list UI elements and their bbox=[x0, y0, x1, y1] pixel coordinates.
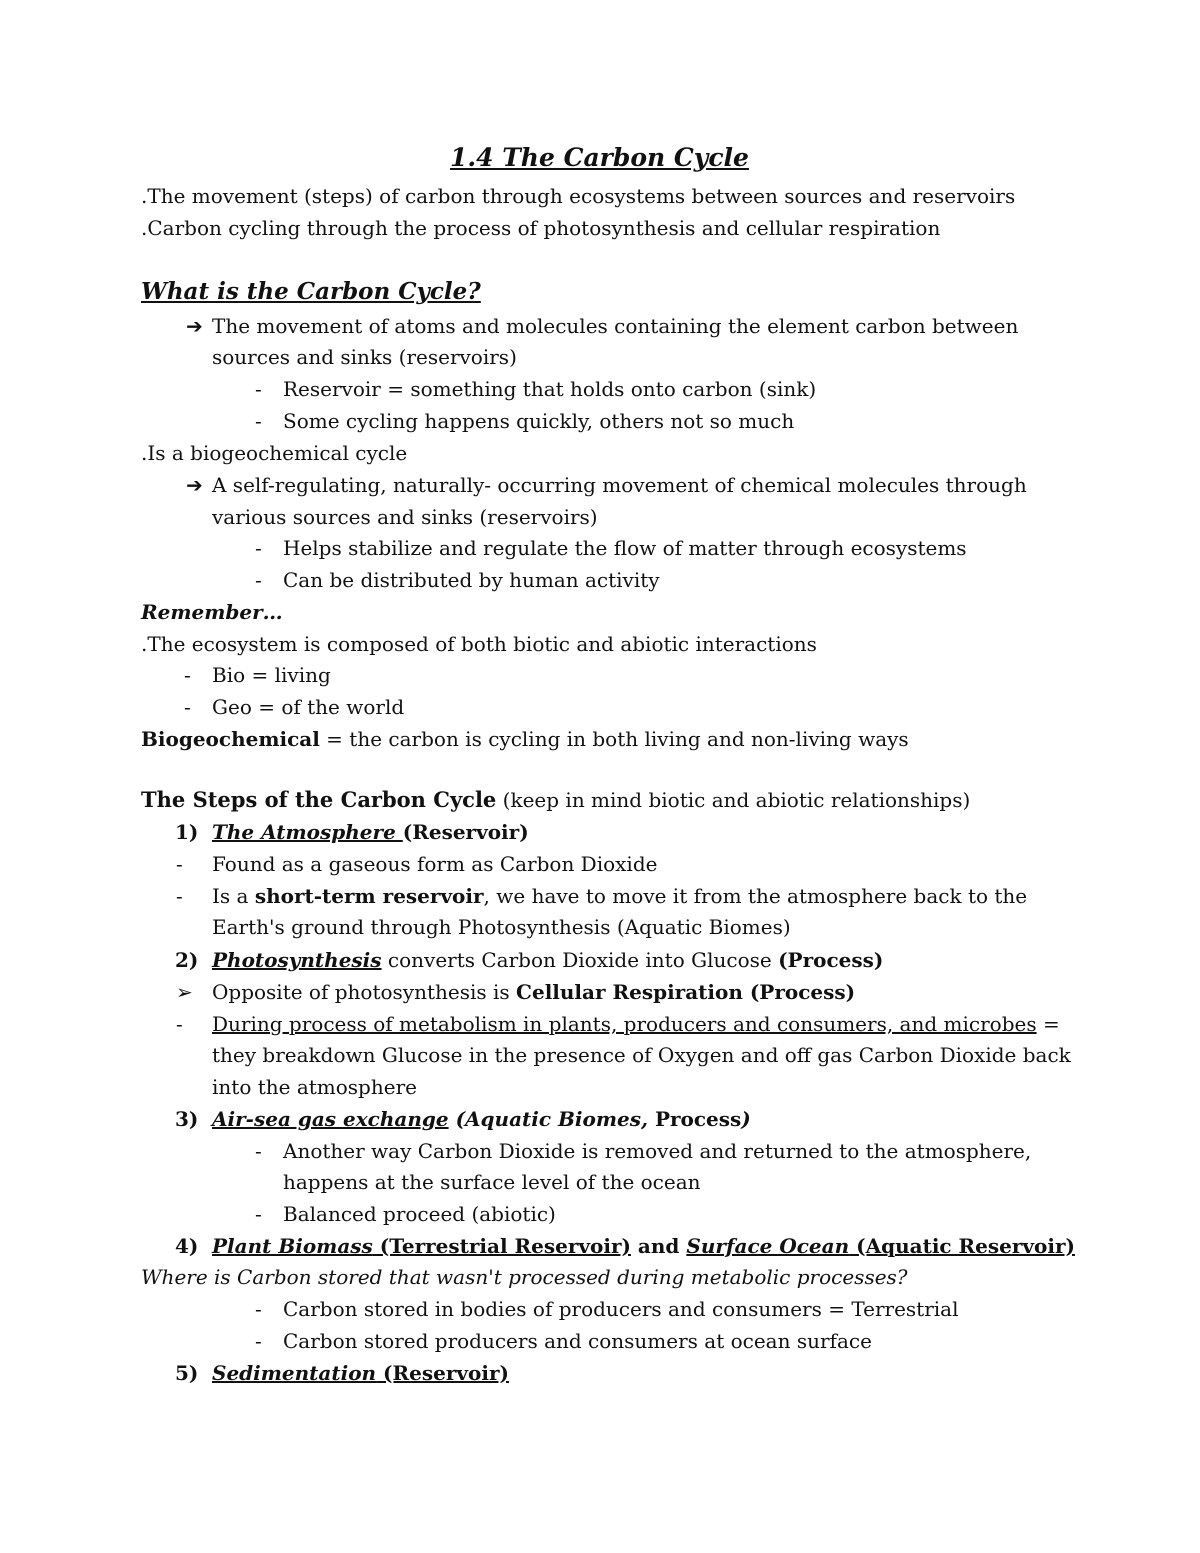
dash-bullet: - bbox=[255, 1139, 262, 1163]
dash-bullet: - bbox=[176, 1012, 183, 1036]
step-1-title bbox=[212, 820, 529, 844]
dash-bullet: - bbox=[255, 1202, 262, 1226]
step-number-4: 4) bbox=[175, 1234, 199, 1258]
dash-bullet: - bbox=[255, 568, 262, 592]
step-number-3: 3) bbox=[175, 1107, 199, 1131]
arrow-bullet-icon: ➔ bbox=[186, 473, 203, 497]
step-2-opposite bbox=[212, 980, 855, 1004]
bio-definition: Bio = living bbox=[212, 663, 331, 687]
steps-heading-note: (keep in mind biotic and abiotic relationships) bbox=[496, 788, 971, 812]
step-2-name: Photosynthesis bbox=[212, 948, 382, 972]
step-3-detail-1: Another way Carbon Dioxide is removed and returned to the atmosphere, bbox=[283, 1139, 1032, 1163]
step-4-name-b: Surface Ocean bbox=[686, 1234, 850, 1258]
arrow-item-1-line-2: sources and sinks (reservoirs) bbox=[212, 345, 517, 369]
step-4-and: and bbox=[630, 1234, 687, 1258]
step-1-detail-2-a: Is a bbox=[212, 884, 255, 908]
sub-item-cycling: Some cycling happens quickly, others not so much bbox=[283, 409, 795, 433]
ecosystem-line: .The ecosystem is composed of both biotic and abiotic interactions bbox=[141, 632, 817, 656]
step-1-name: The Atmosphere bbox=[212, 820, 403, 844]
dash-bullet: - bbox=[255, 409, 262, 433]
section-heading-what-is: What is the Carbon Cycle? bbox=[141, 278, 481, 305]
step-4-detail-2: Carbon stored producers and consumers at ocean surface bbox=[283, 1329, 872, 1353]
arrow-item-1-line-1: The movement of atoms and molecules containing the element carbon between bbox=[212, 314, 1019, 338]
step-5-tag: (Reservoir) bbox=[376, 1361, 509, 1385]
step-5-name: Sedimentation bbox=[212, 1361, 377, 1385]
step-2-opposite-text: Opposite of photosynthesis is bbox=[212, 980, 517, 1004]
section-heading-steps bbox=[141, 788, 970, 812]
steps-heading-text: The Steps of the Carbon Cycle bbox=[141, 787, 497, 812]
step-4-name-a: Plant Biomass bbox=[212, 1234, 373, 1258]
step-number-1: 1) bbox=[175, 820, 199, 844]
step-2-tag: (Process) bbox=[778, 948, 884, 972]
step-3-detail-2: Balanced proceed (abiotic) bbox=[283, 1202, 556, 1226]
arrow-item-2-line-2: various sources and sinks (reservoirs) bbox=[212, 505, 598, 529]
arrow-bullet-icon: ➔ bbox=[186, 314, 203, 338]
biogeochemical-line: .Is a biogeochemical cycle bbox=[141, 441, 408, 465]
arrow-item-2-line-1: A self-regulating, naturally- occurring movement of chemical molecules through bbox=[212, 473, 1027, 497]
step-1-tag: (Reservoir) bbox=[402, 820, 529, 844]
short-term-reservoir-term: short-term reservoir bbox=[254, 884, 484, 908]
dash-bullet: - bbox=[184, 663, 191, 687]
step-4-title bbox=[212, 1234, 1075, 1258]
step-1-detail-1: Found as a gaseous form as Carbon Dioxide bbox=[212, 852, 658, 876]
step-2-detail-equals: = bbox=[1036, 1012, 1060, 1036]
step-2-detail-line-3: into the atmosphere bbox=[212, 1075, 417, 1099]
cellular-respiration-term: Cellular Respiration (Process) bbox=[516, 980, 856, 1004]
intro-line-1: .The movement (steps) of carbon through ecosystems between sources and reservoirs bbox=[141, 184, 1016, 208]
step-4-detail-1: Carbon stored in bodies of producers and consumers = Terrestrial bbox=[283, 1297, 959, 1321]
step-3-tag-c: ) bbox=[741, 1107, 751, 1131]
step-number-5: 5) bbox=[175, 1361, 199, 1385]
remember-label: Remember… bbox=[141, 600, 283, 624]
step-4-tag-a: (Terrestrial Reservoir) bbox=[372, 1234, 631, 1258]
dash-bullet: - bbox=[255, 536, 262, 560]
step-1-detail-2-line-2: Earth's ground through Photosynthesis (Aquatic Biomes) bbox=[212, 915, 791, 939]
geo-definition: Geo = of the world bbox=[212, 695, 405, 719]
sub-item-stabilize: Helps stabilize and regulate the flow of matter through ecosystems bbox=[283, 536, 967, 560]
step-3-detail-1-line-2: happens at the surface level of the ocean bbox=[283, 1170, 701, 1194]
page-title: 1.4 The Carbon Cycle bbox=[450, 143, 749, 172]
dash-bullet: - bbox=[176, 884, 183, 908]
step-number-2: 2) bbox=[175, 948, 199, 972]
step-2-detail-line-1 bbox=[212, 1012, 1060, 1036]
biogeochemical-text: = the carbon is cycling in both living and non-living ways bbox=[319, 727, 909, 751]
dash-bullet: - bbox=[255, 1329, 262, 1353]
dash-bullet: - bbox=[255, 1297, 262, 1321]
step-3-name: Air-sea gas exchange bbox=[212, 1107, 449, 1131]
step-2-detail-line-2: they breakdown Glucose in the presence of Oxygen and off gas Carbon Dioxide back bbox=[212, 1043, 1071, 1067]
sub-item-reservoir: Reservoir = something that holds onto carbon (sink) bbox=[283, 377, 817, 401]
step-2-text: converts Carbon Dioxide into Glucose bbox=[381, 948, 779, 972]
arrowhead-bullet-icon: ➢ bbox=[176, 980, 193, 1004]
sub-item-human: Can be distributed by human activity bbox=[283, 568, 660, 592]
dash-bullet: - bbox=[176, 852, 183, 876]
step-2-title bbox=[212, 948, 883, 972]
biogeochemical-definition bbox=[141, 727, 909, 751]
step-3-tag-a: (Aquatic Biomes, bbox=[448, 1107, 655, 1131]
metabolism-underlined-text: During process of metabolism in plants, producers and consumers, and microbes bbox=[212, 1012, 1037, 1036]
step-1-detail-2-c: , we have to move it from the atmosphere back to the bbox=[483, 884, 1028, 908]
step-5-title bbox=[212, 1361, 509, 1385]
step-3-tag-b: Process bbox=[654, 1107, 742, 1131]
intro-line-2: .Carbon cycling through the process of photosynthesis and cellular respiration bbox=[141, 216, 941, 240]
step-1-detail-2 bbox=[212, 884, 1027, 908]
biogeochemical-term: Biogeochemical bbox=[141, 727, 320, 751]
step-4-question: Where is Carbon stored that wasn't processed during metabolic processes? bbox=[141, 1265, 908, 1289]
step-4-tag-b: (Aquatic Reservoir) bbox=[849, 1234, 1075, 1258]
dash-bullet: - bbox=[184, 695, 191, 719]
dash-bullet: - bbox=[255, 377, 262, 401]
step-3-title bbox=[212, 1107, 751, 1131]
